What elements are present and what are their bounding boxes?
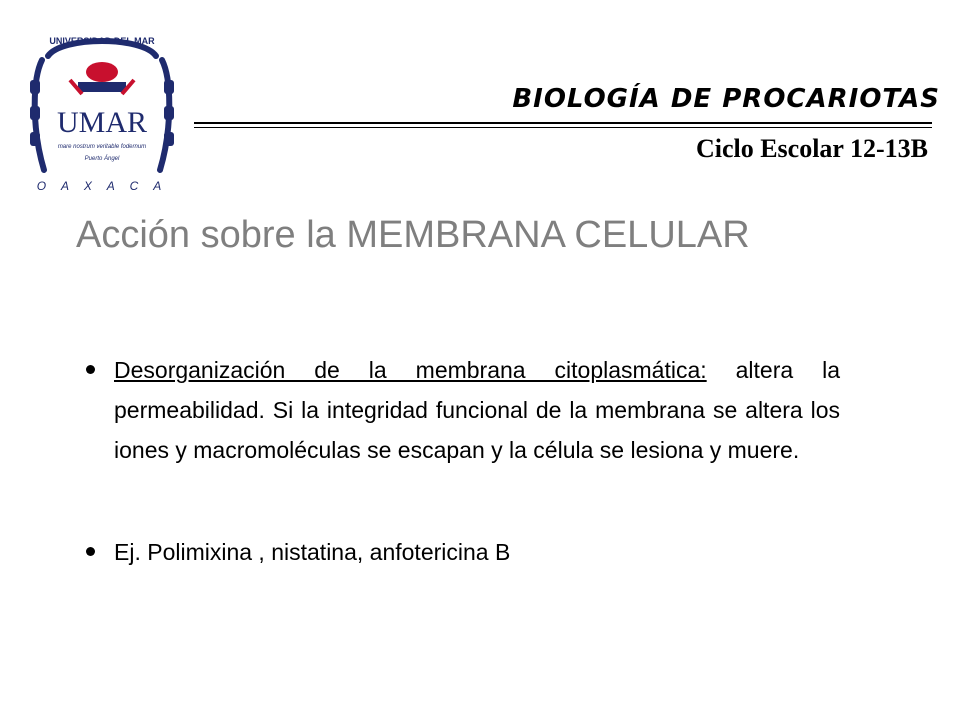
logo-motto: mare nostrum veritable fodernum [57,144,147,150]
bullet-item [80,350,840,470]
bullet-dot-icon [86,365,95,374]
logo-arc-text: UNIVERSIDAD DEL MAR [49,36,155,46]
bullet-text: altera la permeabilidad. Si la integridad funcional de la membrana se altera los iones y macromoléculas se escapan y la célula se lesiona y muere. [114,357,841,463]
logo-state-letters: O A X A C A [36,179,168,193]
school-cycle: Ciclo Escolar 12-13B [695,134,928,163]
logo-monogram: UMAR [56,106,148,139]
bullet-text: Ej. Polimixina , nistatina, anfotericina B [114,539,511,565]
course-title: BIOLOGÍA DE PROCARIOTAS [512,84,940,114]
bullet-item [80,532,840,572]
header-divider [194,122,932,128]
bullet-dot-icon [86,547,95,556]
logo-place: Puerto Ángel [84,156,120,162]
bullet-lead-underlined: Desorganización de la membrana citoplasmática: [114,357,707,383]
slide-title: Acción sobre la MEMBRANA CELULAR [76,214,750,256]
bullet-list [80,350,840,572]
university-logo [22,20,182,196]
